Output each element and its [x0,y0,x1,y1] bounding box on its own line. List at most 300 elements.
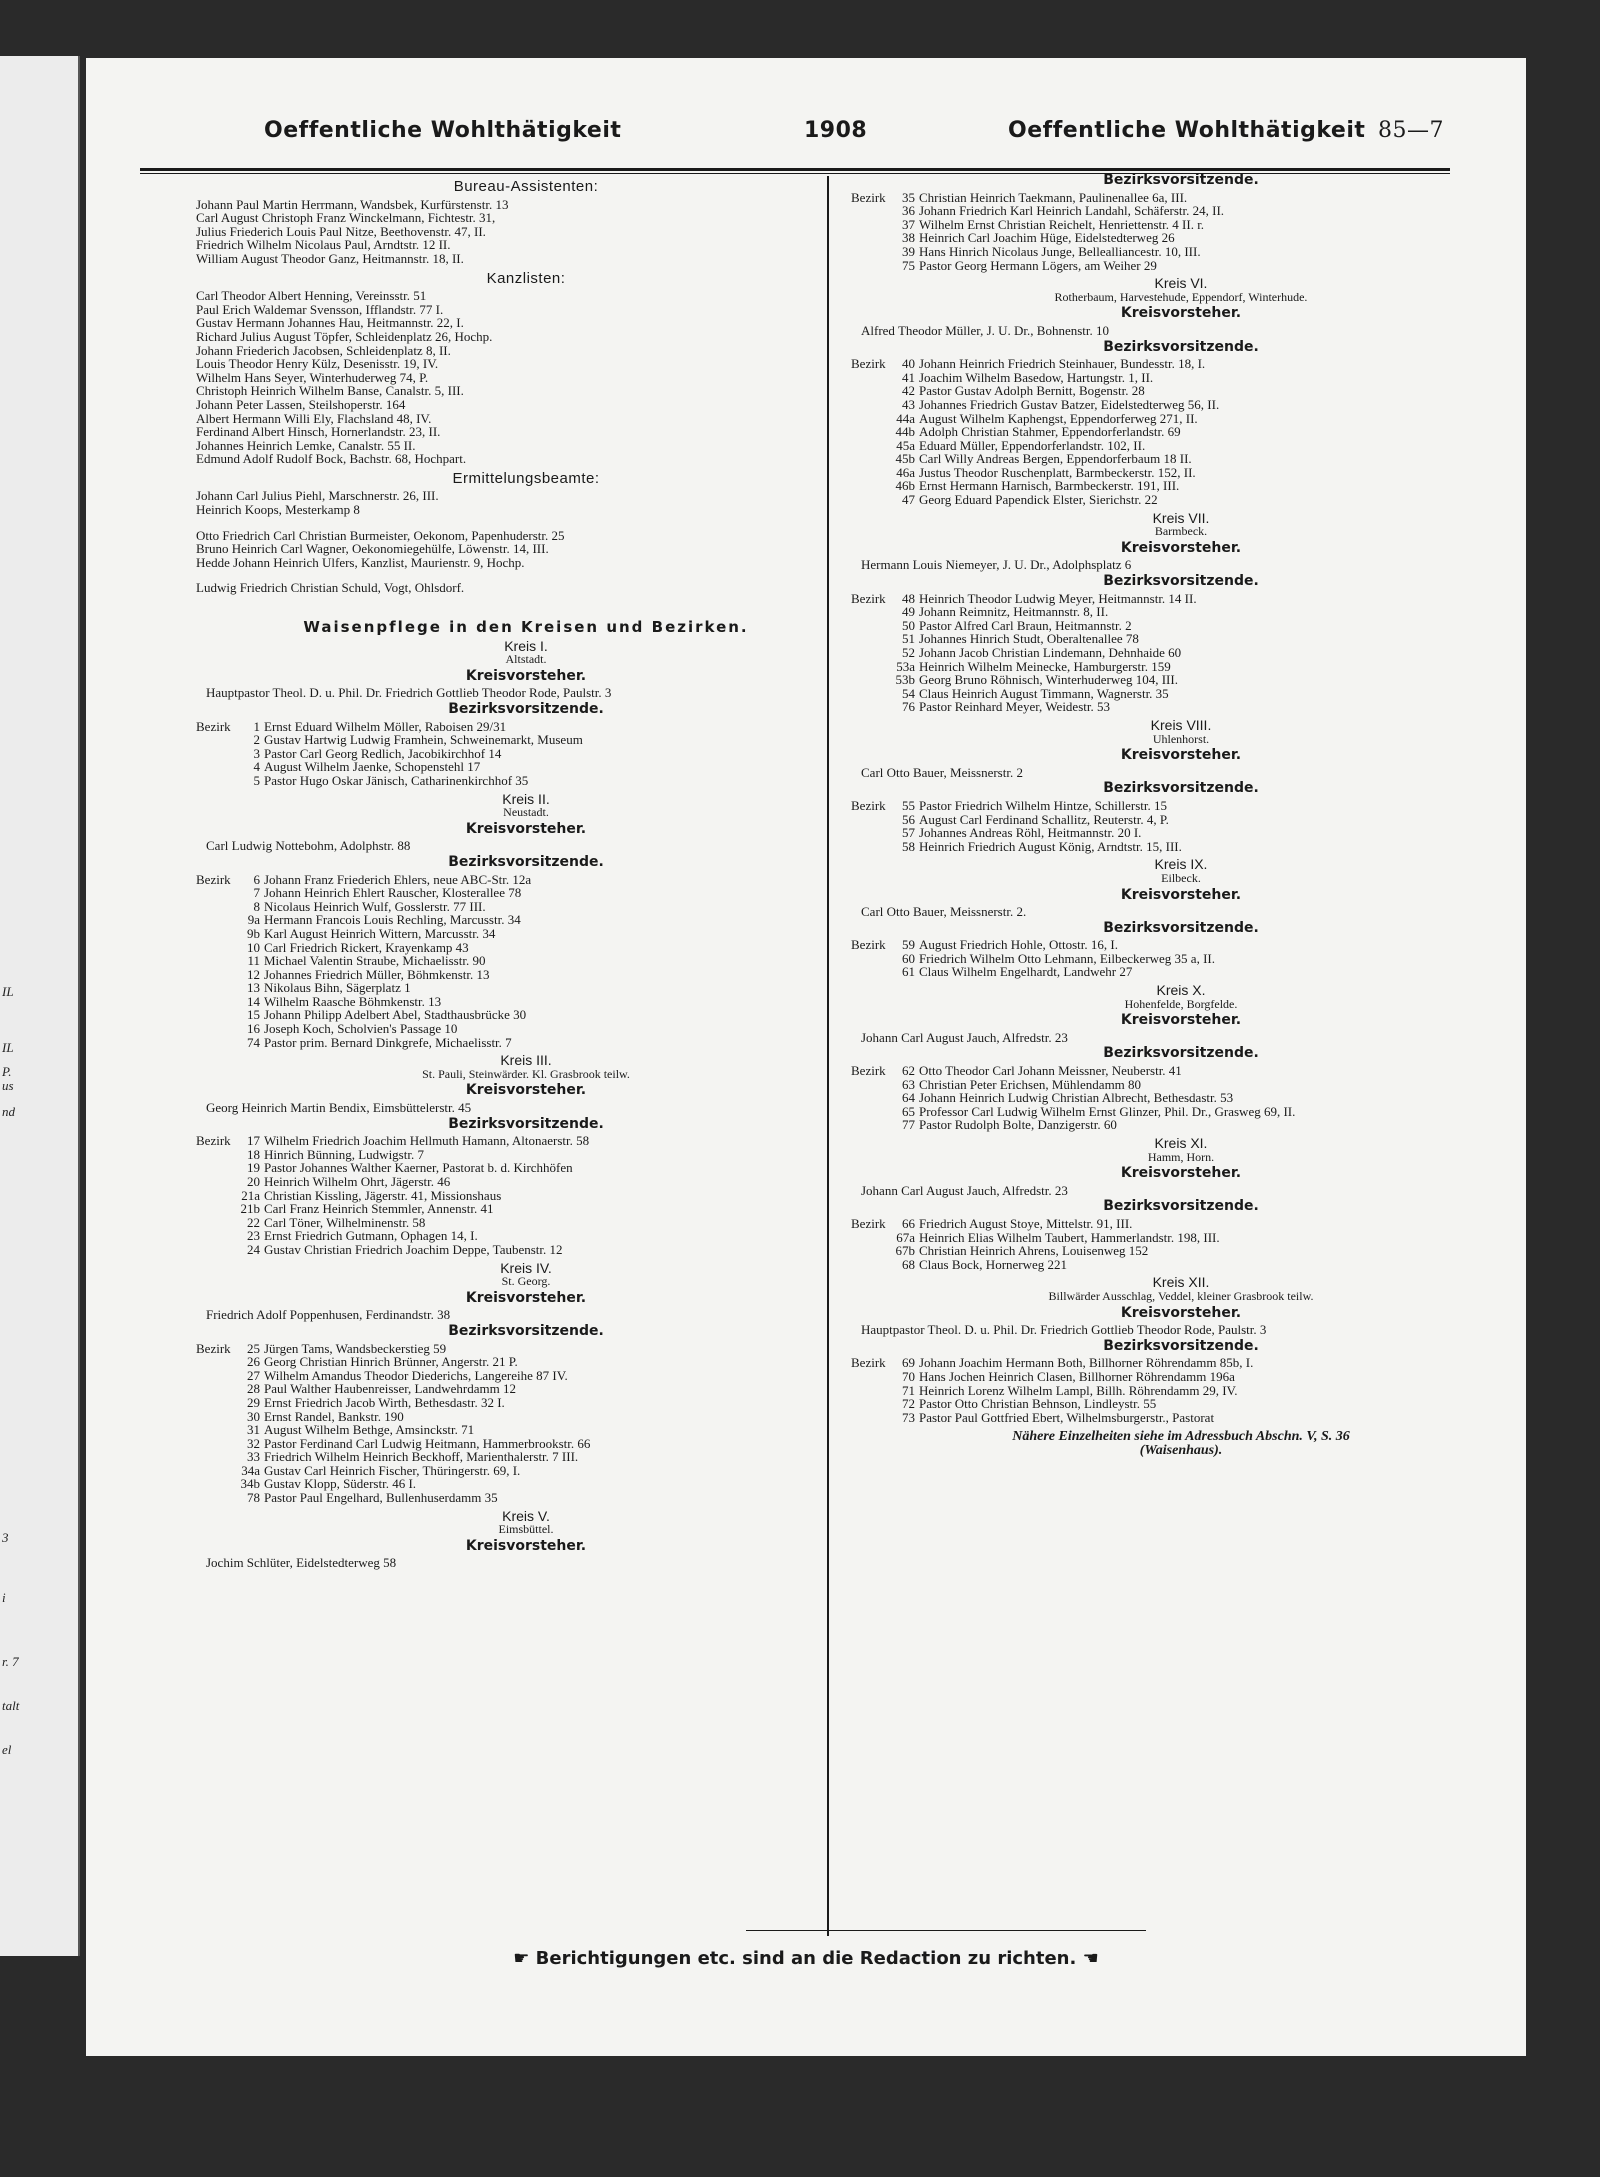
list-line: Albert Hermann Willi Ely, Flachsland 48, IV. [196,410,432,426]
bezirk-row [851,965,1511,979]
bezirk-label [196,1491,232,1505]
right-column [851,174,1511,1457]
bezirk-number: 21b [240,1201,260,1217]
bezirk-person: Gustav Hartwig Ludwig Framhein, Schweinemarkt, Museum [264,732,583,748]
list-line: Wilhelm Hans Seyer, Winterhuderweg 74, P. [196,369,429,385]
header-year: 1908 [804,118,868,143]
bezirk-person: Ernst Eduard Wilhelm Möller, Raboisen 29/31 [264,718,507,734]
bezirk-label: Bezirk [851,797,886,813]
bezirksvorsitzende-label: Bezirksvorsitzende. [1103,338,1259,355]
bezirk-number: 41 [902,369,915,385]
bezirk-row [196,1477,856,1491]
margin-fragment: IL [2,984,14,999]
bezirk-number: 78 [247,1490,260,1506]
bezirk-number: 49 [902,604,915,620]
bezirk-number: 2 [253,732,260,748]
list-line: Bruno Heinrich Carl Wagner, Oekonomiegehülfe, Löwenstr. 14, III. [196,541,549,557]
bezirk-label: Bezirk [196,718,231,734]
kreisvorsteher-label: Kreisvorsteher. [1120,539,1242,556]
bezirk-number: 45a [896,437,915,453]
left-kreise [196,637,856,1571]
bezirk-label [196,774,232,788]
bezirk-person: Heinrich Carl Joachim Hüge, Eidelstedterweg 26 [919,230,1175,246]
bezirk-label [851,384,887,398]
bezirk-number: 74 [247,1034,260,1050]
bezirk-person: Wilhelm Amandus Theodor Diederichs, Langereihe 87 IV. [264,1367,568,1383]
kreisvorsteher-name: Alfred Theodor Müller, J. U. Dr., Bohnenstr. 10 [861,322,1110,338]
bezirk-number: 56 [902,811,915,827]
bezirk-person: August Wilhelm Jaenke, Schopenstehl 17 [264,759,481,775]
bezirksvorsitzende-label: Bezirksvorsitzende. [1103,573,1259,590]
bezirk-label [851,398,887,412]
bezirk-number: 7 [253,885,260,901]
bezirk-number: 26 [247,1354,260,1370]
bezirk-number: 54 [902,685,915,701]
bezirk-person: Claus Heinrich August Timmann, Wagnerstr. 35 [919,685,1169,701]
bezirk-number: 73 [902,1409,915,1425]
bezirk-row [196,873,856,887]
bezirk-number: 34b [240,1476,260,1492]
bezirk-label [851,439,887,453]
bezirk-row [851,204,1511,218]
bezirk-row [196,1175,856,1189]
misc-staff-list [196,529,856,570]
kreisvorsteher-name: Hauptpastor Theol. D. u. Phil. Dr. Friedrich Gottlieb Theodor Rode, Paulstr. 3 [861,1322,1267,1338]
bezirk-label [196,1369,232,1383]
bezirk-row [851,1411,1511,1425]
bezirk-row [196,747,856,761]
kreis-area: St. Pauli, Steinwärder. Kl. Grasbrook teilw. [422,1066,630,1081]
bezirk-label [851,1384,887,1398]
bezirk-person: Pastor Friedrich Wilhelm Hintze, Schillerstr. 15 [919,797,1168,813]
kreis-area: St. Georg. [501,1274,551,1289]
bezirk-number: 77 [902,1117,915,1133]
bezirk-label [851,673,887,687]
bezirk-row [196,720,856,734]
bezirk-number: 53a [896,658,915,674]
bezirk-number: 68 [902,1256,915,1272]
bezirk-label [196,1243,232,1257]
bezirk-person: Pastor Reinhard Meyer, Weidestr. 53 [919,699,1110,715]
bezirk-label [196,913,232,927]
bezirk-person: Pastor Paul Gottfried Ebert, Wilhelmsburgerstr., Pastorat [919,1409,1215,1425]
kreisvorsteher-name: Johann Carl August Jauch, Alfredstr. 23 [861,1182,1068,1198]
kreisvorsteher-name: Carl Otto Bauer, Meissnerstr. 2. [861,904,1027,920]
bezirk-row [196,1450,856,1464]
list-line: Friedrich Wilhelm Nicolaus Paul, Arndtstr. 12 II. [196,237,451,253]
bezirk-row [196,1134,856,1148]
bezirk-number: 39 [902,243,915,259]
bezirk-row [851,231,1511,245]
bezirk-person: Joseph Koch, Scholvien's Passage 10 [264,1021,458,1037]
bezirk-label [196,1022,232,1036]
bezirk-row [851,412,1511,426]
bezirk-person: Heinrich Elias Wilhelm Taubert, Hammerlandstr. 198, III. [919,1229,1220,1245]
bezirke-list [851,938,1511,979]
bezirksvorsitzende-label: Bezirksvorsitzende. [1103,1045,1259,1062]
bezirk-number: 18 [247,1146,260,1162]
kreis-title: Kreis X. [1156,982,1206,999]
bezirk-person: Pastor Georg Hermann Lögers, am Weiher 29 [919,257,1157,273]
bezirk-label [851,245,887,259]
kreisvorsteher-name: Hauptpastor Theol. D. u. Phil. Dr. Friedrich Gottlieb Theodor Rode, Paulstr. 3 [206,685,612,701]
bezirk-person: Wilhelm Friedrich Joachim Hellmuth Hamann, Altonaerstr. 58 [264,1133,590,1149]
kanzlisten-heading: Kanzlisten: [486,269,566,287]
bezirk-person: Georg Bruno Röhnisch, Winterhuderweg 104, III. [919,672,1178,688]
bezirk-person: Ernst Friedrich Jacob Wirth, Bethesdastr. 32 I. [264,1394,505,1410]
bezirk-person: Joachim Wilhelm Basedow, Hartungstr. 1, II. [919,369,1154,385]
bezirk-row [196,913,856,927]
bezirk-row [851,1356,1511,1370]
bezirk-number: 35 [902,189,915,205]
list-line: Richard Julius August Töpfer, Schleidenplatz 26, Hochp. [196,328,493,344]
bezirk-row [196,774,856,788]
bezirk-row [851,813,1511,827]
bezirk-person: Claus Wilhelm Engelhardt, Landwehr 27 [919,964,1133,980]
bezirk-row [851,466,1511,480]
bezirk-person: Gustav Klopp, Süderstr. 46 I. [264,1476,417,1492]
bezirk-number: 47 [902,492,915,508]
bezirk-label [196,968,232,982]
bezirk-row [851,479,1511,493]
bezirk-number: 44b [895,424,915,440]
list-line: Christoph Heinrich Wilhelm Banse, Canalstr. 5, III. [196,383,464,399]
bezirk-label: Bezirk [851,356,886,372]
bezirk-label [851,826,887,840]
bezirk-row [196,927,856,941]
bezirk-person: Johann Heinrich Friedrich Steinhauer, Bundesstr. 18, I. [919,356,1206,372]
bezirk-person: Friedrich Wilhelm Heinrich Beckhoff, Marienthalerstr. 7 III. [264,1449,579,1465]
pointing-hand-icon: ☛ [513,1948,530,1969]
bezirk-row [851,840,1511,854]
bezirk-label: Bezirk [196,1133,231,1149]
bezirk-row [851,1384,1511,1398]
bezirk-number: 17 [247,1133,260,1149]
bezirk-row [851,952,1511,966]
bezirk-person: Johannes Andreas Röhl, Heitmannstr. 20 I. [919,825,1142,841]
kreisvorsteher-label: Kreisvorsteher. [465,1537,587,1554]
bezirk-number: 64 [902,1090,915,1106]
bezirk-row [196,1369,856,1383]
bezirk-label [851,660,887,674]
bezirk-label: Bezirk [851,1215,886,1231]
bezirk-number: 33 [247,1449,260,1465]
bezirk-person: Wilhelm Raasche Böhmkenstr. 13 [264,993,442,1009]
bezirk-person: Christian Heinrich Taekmann, Paulinenallee 6a, III. [919,189,1188,205]
bezirk-number: 36 [902,203,915,219]
bezirk-row [196,1148,856,1162]
bezirk-label [196,1382,232,1396]
bezirk-person: Ernst Hermann Harnisch, Barmbeckerstr. 191, III. [919,478,1180,494]
kreisvorsteher-name: Hermann Louis Niemeyer, J. U. Dr., Adolphsplatz 6 [861,557,1132,573]
bezirk-number: 10 [247,939,260,955]
kreis-title: Kreis VII. [1152,509,1210,526]
bezirk-row [851,660,1511,674]
bezirk-person: Johann Reimnitz, Heitmannstr. 8, II. [919,604,1109,620]
bezirk-label [196,760,232,774]
kreis-area: Barmbeck. [1154,524,1208,539]
bezirk-number: 53b [895,672,915,688]
bezirk-row [851,687,1511,701]
bezirke-list [851,1356,1511,1424]
bezirk-person: Michael Valentin Straube, Michaelisstr. 90 [264,953,486,969]
bezirk-person: Nikolaus Bihn, Sägerplatz 1 [264,980,411,996]
bezirk-label [196,1396,232,1410]
bezirk-number: 66 [902,1215,915,1231]
kreis-area: Hohenfelde, Borgfelde. [1124,996,1238,1011]
bezirk-number: 23 [247,1228,260,1244]
bezirk-row [851,493,1511,507]
list-line: Heinrich Koops, Mesterkamp 8 [196,502,360,518]
kreisvorsteher-label: Kreisvorsteher. [465,820,587,837]
bezirk-row [851,191,1511,205]
bezirk-row [851,605,1511,619]
bezirk-row [196,1189,856,1203]
bezirk-person: Otto Theodor Carl Johann Meissner, Neuberstr. 41 [919,1063,1182,1079]
bezirk-label [851,619,887,633]
bezirk-label [851,813,887,827]
header-left-title: Oeffentliche Wohlthätigkeit [264,118,622,143]
bezirk-number: 45b [895,451,915,467]
bezirke-list [851,1064,1511,1132]
bezirk-number: 46a [896,464,915,480]
bezirk-label: Bezirk [196,871,231,887]
bezirk-number: 11 [247,953,260,969]
bezirk-label [196,1161,232,1175]
bezirk-label [851,1118,887,1132]
bezirk-person: Adolph Christian Stahmer, Eppendorferlandstr. 69 [919,424,1181,440]
bezirk-person: Georg Eduard Papendick Elster, Sierichstr. 22 [919,492,1158,508]
bezirk-row [196,1161,856,1175]
bezirk-number: 69 [902,1355,915,1371]
list-line: Gustav Hermann Johannes Hau, Heitmannstr. 22, I. [196,315,464,331]
bezirk-person: Pastor Otto Christian Behnson, Lindleystr. 55 [919,1396,1157,1412]
bezirk-person: Carl Willy Andreas Bergen, Eppendorferbaum 18 II. [919,451,1192,467]
bezirk-row [851,452,1511,466]
kreis-title: Kreis VIII. [1150,716,1212,733]
bezirk-number: 21a [241,1187,260,1203]
kreis-title: Kreis VI. [1154,275,1208,292]
bezirk-label [851,1105,887,1119]
bezirk-label: Bezirk [196,1340,231,1356]
bezirk-label: Bezirk [851,189,886,205]
bezirk-person: Justus Theodor Ruschenplatt, Barmbeckerstr. 152, II. [919,464,1196,480]
bezirk-label [851,412,887,426]
bezirk-row [851,1397,1511,1411]
bezirk-row [851,425,1511,439]
bezirk-person: Wilhelm Ernst Christian Reichelt, Henriettenstr. 4 II. r. [919,216,1205,232]
bezirk-label [851,425,887,439]
kreisvorsteher-name: Friedrich Adolf Poppenhusen, Ferdinandstr. 38 [206,1307,451,1323]
bezirk-label [196,981,232,995]
bezirk-label [851,218,887,232]
bezirk-label [196,1450,232,1464]
bezirk-person: Friedrich Wilhelm Otto Lehmann, Eilbeckerweg 35 a, II. [919,950,1215,966]
kreisvorsteher-label: Kreisvorsteher. [1120,886,1242,903]
bezirke-list [851,799,1511,853]
bezirk-label: Bezirk [851,590,886,606]
bezirk-person: Heinrich Friedrich August König, Arndtstr. 15, III. [919,838,1182,854]
list-line: Johann Paul Martin Herrmann, Wandsbek, Kurfürstenstr. 13 [196,196,509,212]
bezirk-person: Johann Heinrich Ehlert Rauscher, Klosterallee 78 [264,885,522,901]
bezirk-row [196,886,856,900]
kreisvorsteher-label: Kreisvorsteher. [465,1289,587,1306]
bezirk-label [851,1091,887,1105]
bezirk-label [196,1477,232,1491]
right-kreise [851,277,1511,1424]
assistenten-heading: Bureau-Assistenten: [453,178,599,195]
bezirk-person: Paul Walther Haubenreisser, Landwehrdamm 12 [264,1381,516,1397]
bezirk-person: August Carl Ferdinand Schallitz, Reuterstr. 4, P. [919,811,1169,827]
bezirk-row [196,1216,856,1230]
kreis-area: Uhlenhorst. [1152,731,1210,746]
list-line: Louis Theodor Henry Külz, Desenisstr. 19, IV. [196,356,439,372]
bezirk-label [851,632,887,646]
bezirk-row [196,733,856,747]
bezirk-number: 31 [247,1422,260,1438]
bezirk-number: 37 [902,216,915,232]
bezirk-label [196,900,232,914]
margin-fragment: 3 [2,1530,9,1545]
bezirk-number: 51 [902,631,915,647]
margin-fragment: r. 7 [2,1654,19,1669]
bezirk-row [196,1491,856,1505]
bezirk-person: Eduard Müller, Eppendorferlandstr. 102, II. [919,437,1146,453]
bezirk-number: 67a [896,1229,915,1245]
bezirk-row [851,371,1511,385]
bezirk-label [851,965,887,979]
bezirk-person: Pastor Carl Georg Redlich, Jacobikirchhof 14 [264,745,502,761]
bezirk-label [851,952,887,966]
bezirk-person: Georg Christian Hinrich Brünner, Angerstr. 21 P. [264,1354,518,1370]
kreisvorsteher-label: Kreisvorsteher. [465,1082,587,1099]
bezirk-label [196,1148,232,1162]
bezirk-label [851,1078,887,1092]
bezirk-number: 50 [902,617,915,633]
footer-rule [746,1930,1146,1931]
bezirk-row [851,1217,1511,1231]
bezirk-label [851,479,887,493]
bezirk-label: Bezirk [851,937,886,953]
bezirk-label [196,747,232,761]
note-line-1: Nähere Einzelheiten siehe im Adressbuch Abschn. V, S. 36 [1012,1429,1350,1445]
bezirk-person: Karl August Heinrich Wittern, Marcusstr. 34 [264,925,496,941]
bezirk-number: 63 [902,1076,915,1092]
bezirk-row [851,673,1511,687]
bezirk-person: Hinrich Bünning, Ludwigstr. 7 [264,1146,424,1162]
bezirk-label [851,1231,887,1245]
bezirk-row [851,439,1511,453]
bezirk-label [851,605,887,619]
bezirk-number: 58 [902,838,915,854]
kreis-area: Altstadt. [505,652,547,667]
document-page [86,58,1526,2056]
bezirk-person: Christian Peter Erichsen, Mühlendamm 80 [919,1076,1142,1092]
bezirk-number: 57 [902,825,915,841]
bezirke-list [851,592,1511,714]
bezirk-row [851,826,1511,840]
bezirk-person: Heinrich Wilhelm Ohrt, Jägerstr. 46 [264,1174,451,1189]
bezirk-row [851,384,1511,398]
margin-fragment: us [2,1078,14,1093]
bezirk-row [851,619,1511,633]
bezirk-number: 30 [247,1408,260,1424]
bezirk-person: August Wilhelm Bethge, Amsinckstr. 71 [264,1422,475,1438]
bezirk-label [196,941,232,955]
bezirk-person: Pastor Rudolph Bolte, Danzigerstr. 60 [919,1117,1117,1133]
bezirk-person: Claus Bock, Hornerweg 221 [919,1256,1068,1272]
bezirke-list [851,357,1511,507]
bezirke-list [196,1134,856,1256]
bezirk-number: 65 [902,1103,915,1119]
bezirk-person: Friedrich August Stoye, Mittelstr. 91, III. [919,1215,1133,1231]
bezirk-person: August Wilhelm Kaphengst, Eppendorferweg 271, II. [919,410,1198,426]
bezirk-person: Christian Heinrich Ahrens, Louisenweg 152 [919,1243,1149,1259]
bezirk-number: 9a [247,912,260,928]
bezirk-number: 3 [253,745,260,761]
margin-fragment: talt [2,1698,20,1713]
left-column [196,174,856,1570]
kreis-area: Neustadt. [503,805,549,820]
bezirksvorsitzende-label: Bezirksvorsitzende. [1103,780,1259,797]
bezirk-row [851,1105,1511,1119]
bezirk-label [196,733,232,747]
adjacent-page-scrap [0,56,80,1956]
list-line: Johann Peter Lassen, Steilshoperstr. 164 [196,396,406,412]
bezirk-row [196,968,856,982]
bezirk-label [196,1229,232,1243]
kreisvorsteher-name: Johann Carl August Jauch, Alfredstr. 23 [861,1029,1068,1045]
bezirk-person: Heinrich Wilhelm Meinecke, Hamburgerstr. 159 [919,658,1171,674]
bezirk-number: 28 [247,1381,260,1397]
kreis-area: Hamm, Horn. [1147,1149,1215,1164]
bezirk-number: 22 [247,1214,260,1230]
list-line: William August Theodor Ganz, Heitmannstr. 18, II. [196,250,464,266]
bezirk-row [196,981,856,995]
bezirk-number: 6 [253,871,260,887]
bezirk-number: 9b [247,925,260,941]
bezirk-row [196,1396,856,1410]
bezirk-label [196,886,232,900]
bezirk-label [196,927,232,941]
note-line-2: (Waisenhaus). [1139,1442,1223,1458]
bezirk-number: 42 [902,383,915,399]
list-line: Johannes Heinrich Lemke, Canalstr. 55 II. [196,437,416,453]
bezirk-person: Nicolaus Heinrich Wulf, Gosslerstr. 77 III. [264,898,486,914]
bezirk-label [196,995,232,1009]
kreis-title: Kreis IX. [1154,856,1208,873]
bezirk-person: Carl Töner, Wilhelminenstr. 58 [264,1214,426,1230]
bezirk-person: Johannes Friedrich Müller, Böhmkenstr. 13 [264,966,490,982]
bezirksvorsitzende-label: Bezirksvorsitzende. [1103,919,1259,936]
kreisvorsteher-name: Jochim Schlüter, Eidelstedterweg 58 [206,1555,397,1571]
bezirk-person: Professor Carl Ludwig Wilhelm Ernst Glinzer, Phil. Dr., Grasweg 69, II. [919,1103,1296,1119]
bezirk-row [851,1118,1511,1132]
ermittelung-list [196,489,856,516]
bezirk-person: Hermann Francois Louis Rechling, Marcusstr. 34 [264,912,521,928]
bezirk-number: 25 [247,1340,260,1356]
bezirksvorsitzende-label: Bezirksvorsitzende. [1103,1198,1259,1215]
bezirk-label [851,1258,887,1272]
list-line: Ferdinand Albert Hinsch, Hornerlandstr. 23, II. [196,424,441,440]
bezirk-number: 40 [902,356,915,372]
bezirke-list [196,720,856,788]
bezirk-row [851,1370,1511,1384]
header-right-title: Oeffentliche Wohlthätigkeit [1008,118,1366,143]
list-line: Carl August Christoph Franz Winckelmann, Fichtestr. 31, [196,210,496,226]
bezirk-row [196,1036,856,1050]
bezirk-row [851,357,1511,371]
